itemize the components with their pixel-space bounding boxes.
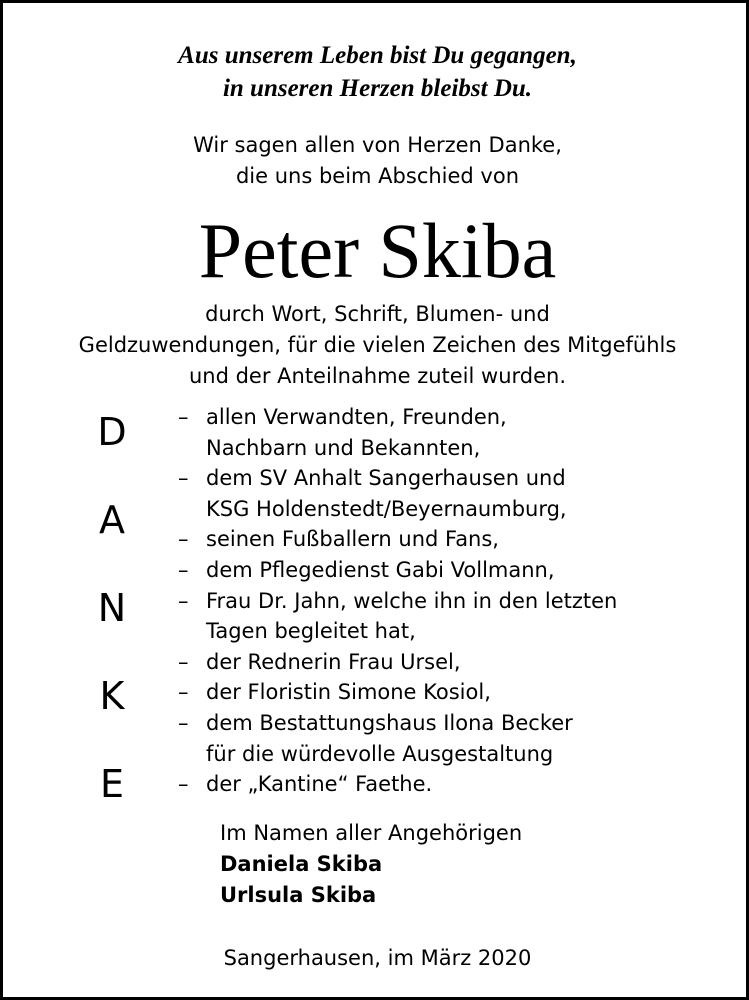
list-item-line: der Floristin Simone Kosiol,	[206, 680, 491, 705]
thanks-list	[178, 402, 738, 800]
list-item-line: der Rednerin Frau Ursel,	[206, 649, 461, 674]
list-item	[178, 555, 738, 586]
motto-line: Aus unserem Leben bist Du gegangen,	[178, 42, 577, 69]
list-item-line: dem SV Anhalt Sangerhausen und	[206, 466, 566, 491]
list-item	[178, 677, 738, 708]
list-item	[178, 402, 738, 463]
dash: –	[178, 710, 189, 735]
deceased-name: Peter Skiba	[198, 207, 557, 294]
paragraph-line: durch Wort, Schrift, Blumen- und	[205, 302, 550, 326]
paragraph-line: Geldzuwendungen, für die vielen Zeichen des Mitgefühls	[78, 333, 677, 357]
list-item-line: dem Pflegedienst Gabi Vollmann,	[206, 557, 555, 582]
intro-line: Wir sagen allen von Herzen Danke,	[193, 133, 562, 157]
list-item	[178, 524, 738, 555]
list-item	[178, 769, 738, 800]
place-date	[3, 943, 749, 974]
signature-name: Daniela Skiba	[220, 852, 383, 876]
list-item-line: Frau Dr. Jahn, welche ihn in den letzten	[206, 588, 618, 613]
danke-letter: K	[99, 674, 125, 718]
danke-letter: N	[97, 586, 127, 630]
danke-letter: D	[97, 410, 127, 454]
thanks-paragraph	[3, 299, 749, 392]
list-item	[178, 586, 738, 647]
dash: –	[178, 527, 189, 552]
list-item-line: KSG Holdenstedt/Beyernaumburg,	[206, 496, 567, 521]
danke-letter: A	[99, 498, 125, 542]
dash: –	[178, 680, 189, 705]
list-item-line: dem Bestattungshaus Ilona Becker	[206, 710, 573, 735]
dash: –	[178, 405, 189, 429]
intro-text	[3, 130, 749, 192]
dash: –	[178, 649, 189, 674]
list-item-line: seinen Fußballern und Fans,	[206, 527, 499, 552]
list-item-line: Nachbarn und Bekannten,	[206, 435, 481, 460]
list-item-line: für die würdevolle Ausgestaltung	[206, 741, 554, 766]
intro-line: die uns beim Abschied von	[235, 164, 520, 188]
dash: –	[178, 588, 189, 613]
danke-letter: E	[99, 762, 124, 806]
dash: –	[178, 557, 189, 582]
signature-name: Urlsula Skiba	[220, 883, 377, 907]
list-item-line: allen Verwandten, Freunden,	[206, 405, 507, 429]
motto	[3, 39, 749, 105]
list-item	[178, 708, 738, 769]
place-date-text: Sangerhausen, im März 2020	[223, 946, 532, 970]
list-item	[178, 647, 738, 678]
paragraph-line: und der Anteilnahme zuteil wurden.	[188, 364, 567, 388]
signature-block	[220, 818, 522, 911]
motto-line: in unseren Herzen bleibst Du.	[222, 75, 533, 102]
list-item	[178, 463, 738, 524]
dash: –	[178, 772, 189, 797]
list-item-line: Tagen begleitet hat,	[206, 619, 416, 644]
list-item-line: der „Kantine“ Faethe.	[206, 772, 433, 797]
signature-intro: Im Namen aller Angehörigen	[220, 821, 523, 845]
dash: –	[178, 466, 189, 491]
